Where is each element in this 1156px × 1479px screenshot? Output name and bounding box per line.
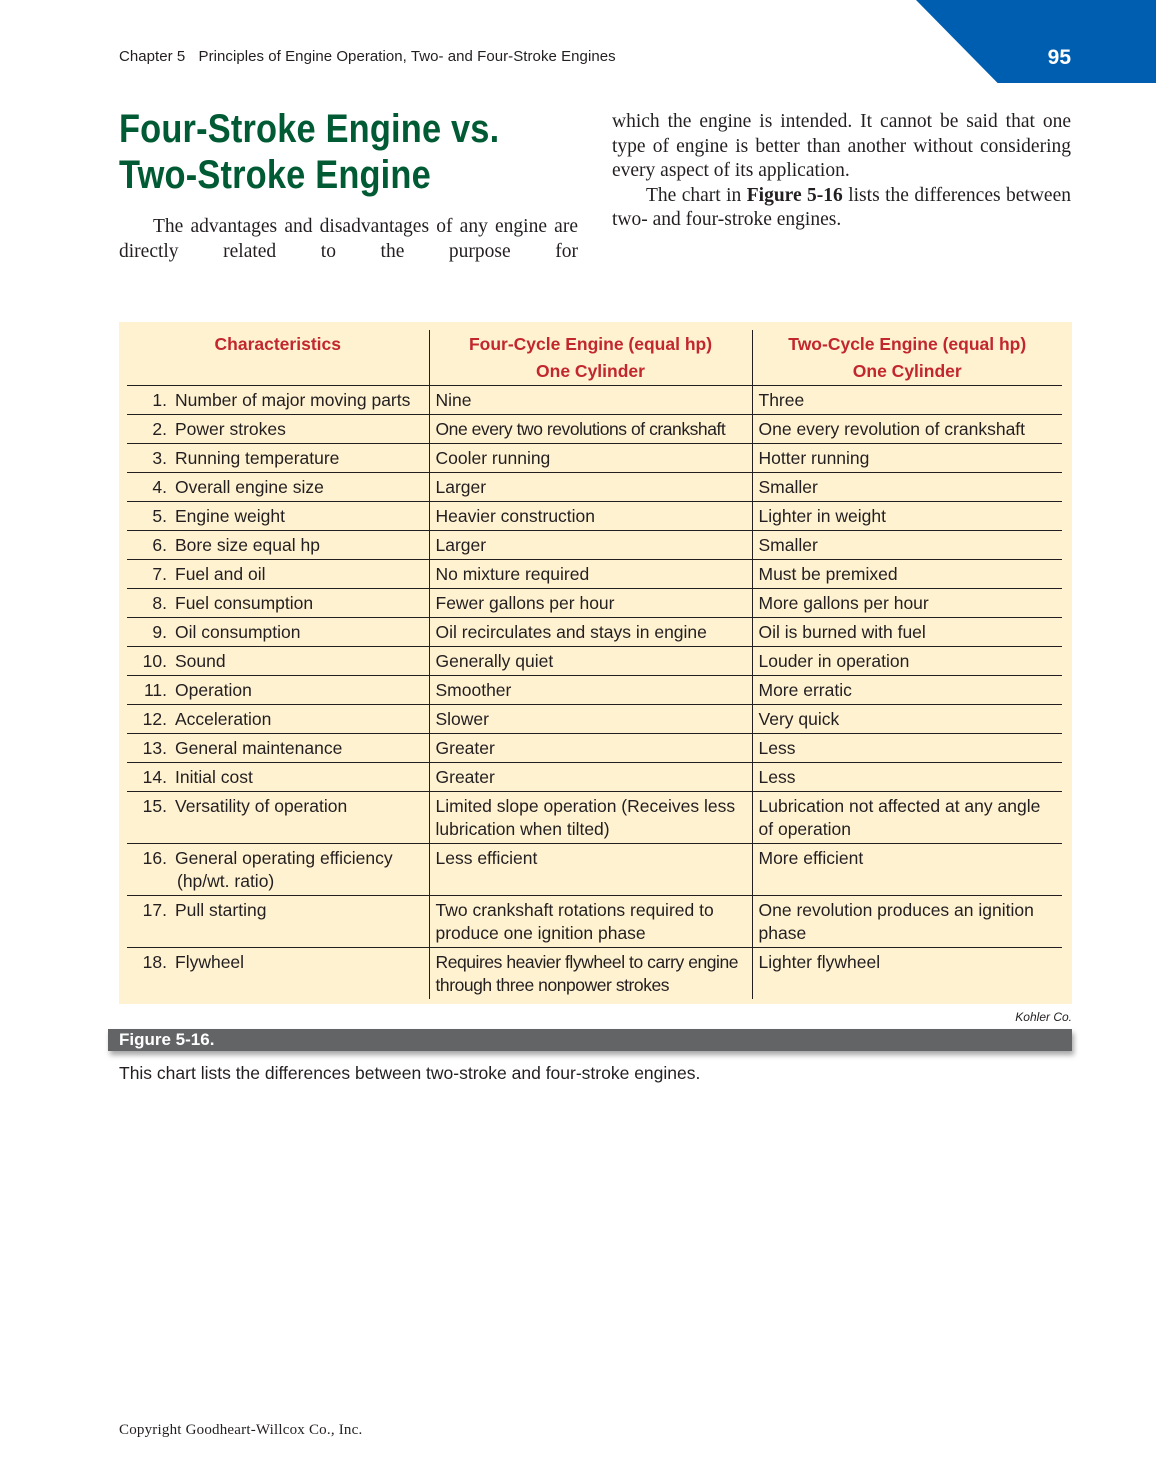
characteristic-cell	[127, 386, 429, 415]
four-cycle-cell: Generally quiet	[429, 647, 752, 676]
characteristic-label: Fuel and oil	[175, 564, 266, 584]
four-cycle-cell: Less efficient	[429, 844, 752, 896]
row-number: 12.	[142, 709, 167, 729]
table-row	[127, 896, 1062, 948]
header-four-cycle: Four-Cycle Engine (equal hp) One Cylinder	[429, 330, 752, 386]
characteristic-label: Operation	[175, 680, 252, 700]
heading-line-1: Four-Stroke Engine vs.	[119, 107, 500, 151]
four-cycle-cell: Greater	[429, 734, 752, 763]
table-row	[127, 705, 1062, 734]
four-cycle-cell: Requires heavier flywheel to carry engine through three nonpower strokes	[429, 948, 752, 1000]
characteristic-sublabel: (hp/wt. ratio)	[177, 871, 275, 891]
table-row	[127, 948, 1062, 1000]
characteristic-label: Sound	[175, 651, 226, 671]
table-row	[127, 473, 1062, 502]
characteristic-cell	[127, 415, 429, 444]
two-cycle-cell: Louder in operation	[752, 647, 1062, 676]
row-number: 2.	[152, 419, 167, 439]
left-column	[119, 106, 578, 264]
row-number: 18.	[142, 952, 167, 972]
characteristic-cell	[127, 676, 429, 705]
characteristic-cell	[127, 792, 429, 844]
four-cycle-cell: Two crankshaft rotations required to produce one ignition phase	[429, 896, 752, 948]
characteristic-label: General operating efficiency	[175, 848, 393, 868]
copyright-notice: Copyright Goodheart-Willcox Co., Inc.	[119, 1422, 363, 1438]
characteristic-label: Acceleration	[175, 709, 272, 729]
characteristic-cell	[127, 705, 429, 734]
characteristic-label: Versatility of operation	[175, 796, 348, 816]
two-cycle-cell: More erratic	[752, 676, 1062, 705]
characteristic-label: Engine weight	[175, 506, 285, 526]
header-characteristics: Characteristics	[127, 330, 429, 386]
four-cycle-cell: Oil recirculates and stays in engine	[429, 618, 752, 647]
right-column	[612, 110, 1071, 233]
characteristic-cell	[127, 896, 429, 948]
two-cycle-cell: One every revolution of crankshaft	[752, 415, 1062, 444]
figure-credit: Kohler Co.	[1015, 1010, 1072, 1024]
figure-caption: This chart lists the differences between two-stroke and four-stroke engines.	[119, 1063, 701, 1083]
paragraph-2: The chart in Figure 5-16 lists the differences between two- and four-stroke engines.	[612, 184, 1071, 230]
table-row	[127, 676, 1062, 705]
page-tab	[916, 0, 1156, 83]
characteristic-cell	[127, 763, 429, 792]
two-cycle-cell: Lubrication not affected at any angle of operation	[752, 792, 1062, 844]
table-row	[127, 844, 1062, 896]
paragraph-1-start: The advantages and disadvantages of any engine are directly related to the purpose for	[119, 216, 578, 262]
four-cycle-cell: Nine	[429, 386, 752, 415]
two-cycle-cell: Three	[752, 386, 1062, 415]
characteristic-label: Number of major moving parts	[175, 390, 411, 410]
row-number: 14.	[142, 767, 167, 787]
row-number: 11.	[143, 680, 167, 700]
characteristic-label: Flywheel	[175, 952, 245, 972]
table-row	[127, 618, 1062, 647]
row-number: 7.	[152, 564, 167, 584]
row-number: 13.	[142, 738, 167, 758]
figure-label: Figure 5-16.	[119, 1030, 215, 1049]
table-row	[127, 531, 1062, 560]
table-row	[127, 763, 1062, 792]
four-cycle-cell: Heavier construction	[429, 502, 752, 531]
comparison-table-panel	[119, 322, 1072, 1004]
two-cycle-cell: Less	[752, 734, 1062, 763]
chapter-title: Principles of Engine Operation, Two- and Four-Stroke Engines	[198, 48, 616, 65]
row-number: 3.	[152, 448, 167, 468]
four-cycle-cell: One every two revolutions of crankshaft	[429, 415, 752, 444]
four-cycle-cell: Larger	[429, 531, 752, 560]
four-cycle-cell: Greater	[429, 763, 752, 792]
characteristic-label: Power strokes	[175, 419, 286, 439]
table-row	[127, 415, 1062, 444]
two-cycle-cell: One revolution produces an ignition phase	[752, 896, 1062, 948]
paragraph-1-end: which the engine is intended. It cannot be said that one type of engine is better than another without considering every aspect of its application.	[612, 111, 1071, 181]
characteristic-cell	[127, 647, 429, 676]
characteristic-cell	[127, 502, 429, 531]
characteristic-cell	[127, 734, 429, 763]
table-row	[127, 386, 1062, 415]
four-cycle-cell: No mixture required	[429, 560, 752, 589]
comparison-table	[127, 330, 1062, 999]
characteristic-cell	[127, 844, 429, 896]
two-cycle-cell: More gallons per hour	[752, 589, 1062, 618]
characteristic-cell	[127, 618, 429, 647]
table-row	[127, 444, 1062, 473]
characteristic-cell	[127, 948, 429, 1000]
characteristic-label: Overall engine size	[175, 477, 324, 497]
characteristic-label: Pull starting	[175, 900, 267, 920]
characteristic-label: Running temperature	[175, 448, 340, 468]
heading-line-2: Two-Stroke Engine	[119, 153, 431, 197]
characteristic-cell	[127, 531, 429, 560]
characteristic-cell	[127, 589, 429, 618]
table-row	[127, 560, 1062, 589]
characteristic-label: General maintenance	[175, 738, 343, 758]
four-cycle-cell: Fewer gallons per hour	[429, 589, 752, 618]
four-cycle-cell: Slower	[429, 705, 752, 734]
row-number: 8.	[152, 593, 167, 613]
two-cycle-cell: Smaller	[752, 531, 1062, 560]
section-heading	[119, 106, 583, 198]
two-cycle-cell: More efficient	[752, 844, 1062, 896]
characteristic-cell	[127, 560, 429, 589]
characteristic-cell	[127, 473, 429, 502]
two-cycle-cell: Very quick	[752, 705, 1062, 734]
row-number: 9.	[152, 622, 167, 642]
four-cycle-cell: Limited slope operation (Receives less lubrication when tilted)	[429, 792, 752, 844]
four-cycle-cell: Cooler running	[429, 444, 752, 473]
characteristic-label: Fuel consumption	[175, 593, 314, 613]
row-number: 4.	[152, 477, 167, 497]
two-cycle-cell: Must be premixed	[752, 560, 1062, 589]
page-number: 95	[1047, 46, 1071, 69]
characteristic-cell	[127, 444, 429, 473]
four-cycle-cell: Larger	[429, 473, 752, 502]
row-number: 5.	[152, 506, 167, 526]
row-number: 10.	[142, 651, 167, 671]
table-row	[127, 792, 1062, 844]
chapter-number: Chapter 5	[119, 48, 186, 65]
table-row	[127, 734, 1062, 763]
two-cycle-cell: Hotter running	[752, 444, 1062, 473]
header-two-cycle: Two-Cycle Engine (equal hp) One Cylinder	[752, 330, 1062, 386]
table-header-row	[127, 330, 1062, 386]
running-head	[119, 48, 616, 65]
two-cycle-cell: Smaller	[752, 473, 1062, 502]
row-number: 17.	[142, 900, 167, 920]
table-row	[127, 589, 1062, 618]
figure-reference: Figure 5-16	[746, 184, 843, 206]
characteristic-label: Initial cost	[175, 767, 253, 787]
table-row	[127, 647, 1062, 676]
table-row	[127, 502, 1062, 531]
two-cycle-cell: Oil is burned with fuel	[752, 618, 1062, 647]
two-cycle-cell: Lighter in weight	[752, 502, 1062, 531]
two-cycle-cell: Less	[752, 763, 1062, 792]
row-number: 1.	[152, 390, 167, 410]
figure-label-bar	[108, 1029, 1072, 1051]
four-cycle-cell: Smoother	[429, 676, 752, 705]
characteristic-label: Bore size equal hp	[175, 535, 320, 555]
row-number: 15.	[142, 796, 167, 816]
characteristic-label: Oil consumption	[175, 622, 301, 642]
row-number: 6.	[152, 535, 167, 555]
row-number: 16.	[142, 848, 167, 868]
two-cycle-cell: Lighter flywheel	[752, 948, 1062, 1000]
